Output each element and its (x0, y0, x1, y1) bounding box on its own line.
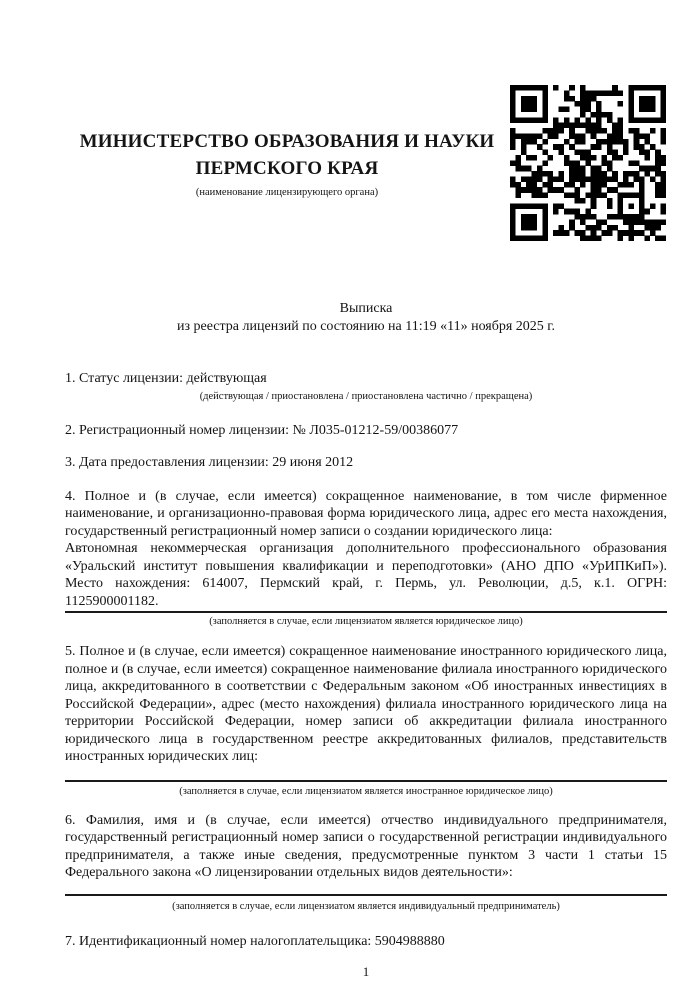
license-status-item (65, 370, 667, 403)
legal-entity-item (65, 488, 667, 629)
entrepreneur-label: 6. Фамилия, имя и (в случае, если имеется) отчество индивидуального предпринимателя, государственный регистрационный номер записи о государственной регистрации индивидуального предпринимателя, а также иные сведения, предусмотренные пунктом 3 части 1 статьи 15 Федерального закона «О лицензировании отдельных видов деятельности»: (65, 812, 667, 880)
registration-number-item (65, 422, 667, 440)
foreign-entity-note: (заполняется в случае, если лицензиатом является иностранное юридическое лицо) (179, 785, 553, 797)
foreign-entity-label: 5. Полное и (в случае, если имеется) сокращенное наименование иностранного юридического лица, полное и (в случае, если имеется) сокращенное наименование филиала иностранного юридического лица, аккредитованного в соответствии с Федеральным законом «Об иностранных инвестициях в Российской Федерации», адрес (место нахождения) филиала иностранного юридического лица на территории Российской Федерации, номер записи об аккредитации филиала иностранного юридического лица в государственном реестре аккредитованных филиалов, представительств иностранных юридических лиц: (65, 644, 667, 764)
document-title-block (65, 300, 667, 335)
license-status-line: 1. Статус лицензии: действующая (65, 371, 267, 386)
taxpayer-number-line: 7. Идентификационный номер налогоплательщика: 5904988880 (65, 933, 445, 949)
document-title: Выписка (339, 301, 393, 316)
legal-entity-rule (65, 611, 667, 613)
legal-entity-label: 4. Полное и (в случае, если имеется) сокращенное наименование, в том числе фирменное наименование, и организационно-правовая форма юридического лица, адрес его места нахождения, государственный регистрационный номер записи о создании юридического лица: (65, 488, 667, 539)
legal-entity-note: (заполняется в случае, если лицензиатом является юридическое лицо) (209, 616, 523, 627)
page-number: 1 (362, 964, 370, 979)
document-subtitle: из реестра лицензий по состоянию на 11:19 «11» ноября 2025 г. (177, 318, 555, 334)
grant-date-line: 3. Дата предоставления лицензии: 29 июня 2012 (65, 455, 354, 470)
registration-number-line: 2. Регистрационный номер лицензии: № Л035-01212-59/00386077 (65, 422, 459, 438)
grant-date-item (65, 454, 667, 472)
ministry-name-line1: МИНИСТЕРСТВО ОБРАЗОВАНИЯ И НАУКИ (79, 131, 495, 152)
entrepreneur-note: (заполняется в случае, если лицензиатом является индивидуальный предприниматель) (172, 900, 560, 912)
foreign-entity-rule (65, 780, 667, 782)
legal-entity-value: Автономная некоммерческая организация дополнительного профессионального образования «Уральский институт повышения квалификации и переподготовки» (АНО ДПО «УрИПКиП»). Место нахождения: 614007, Пермский край, г. Пермь, ул. Революции, д.5, к.1. ОГРН: 1125900001182. (65, 541, 667, 609)
foreign-entity-item (65, 643, 667, 798)
document-body (65, 0, 667, 981)
entrepreneur-item (65, 812, 667, 913)
entrepreneur-rule (65, 894, 667, 896)
license-status-options-note: (действующая / приостановлена / приостановлена частично / прекращена) (199, 390, 533, 402)
licensing-authority-note: (наименование лицензирующего органа) (195, 187, 379, 198)
ministry-name-line2: ПЕРМСКОГО КРАЯ (195, 158, 379, 179)
taxpayer-number-item (65, 933, 667, 951)
